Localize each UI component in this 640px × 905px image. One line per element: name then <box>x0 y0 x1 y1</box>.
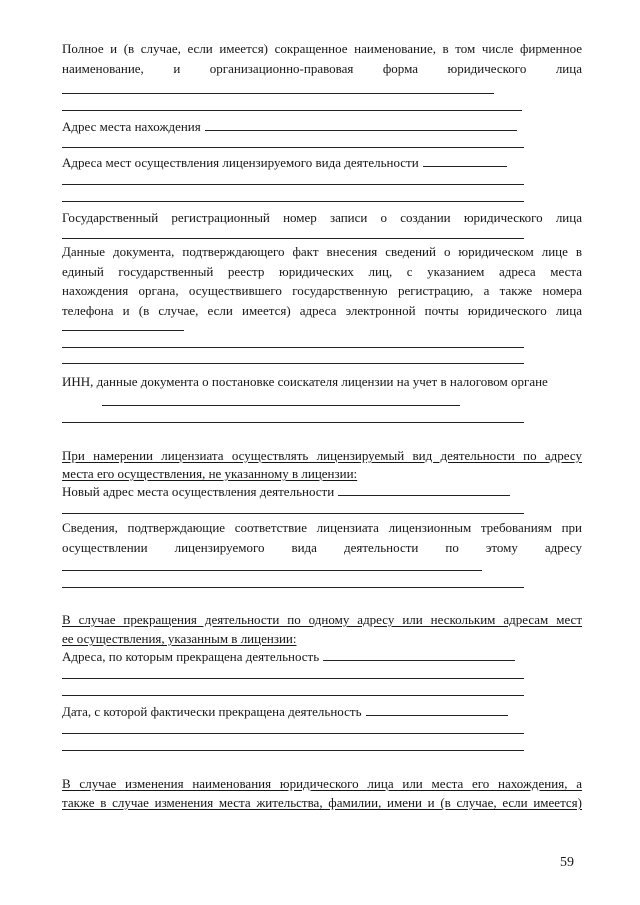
blank-line[interactable] <box>62 363 524 364</box>
text-line: Новый адрес места осуществления деятельности <box>62 484 582 499</box>
text-line: ее осуществления, указанным в лицензии: <box>62 631 297 646</box>
blank-line[interactable] <box>62 733 524 734</box>
text-line: ИНН, данные документа о постановке соискателя лицензии на учет в налоговом органе <box>62 374 548 389</box>
blank-line[interactable] <box>62 330 184 331</box>
text-line: также в случае изменения места жительства, фамилии, имени и (в случае, если имеется) <box>62 795 582 810</box>
text-line: единый государственный реестр юридических лиц, с указанием адреса места <box>62 264 582 279</box>
blank-line[interactable] <box>62 570 482 571</box>
text-line: Адреса, по которым прекращена деятельность <box>62 649 582 664</box>
text-line: Адрес места нахождения <box>62 119 582 134</box>
blank-line[interactable] <box>62 238 524 239</box>
text-line: осуществлении лицензируемого вида деятельности по этому адресу <box>62 540 582 555</box>
text-line: Полное и (в случае, если имеется) сокращенное наименование, в том числе фирменное <box>62 41 582 56</box>
text-line: Государственный регистрационный номер записи о создании юридического лица <box>62 210 582 225</box>
blank-line[interactable] <box>62 184 524 185</box>
text-line: Сведения, подтверждающие соответствие лицензиата лицензионным требованиям при <box>62 520 582 535</box>
text-line: нахождения органа, осуществившего государственную регистрацию, а также номера <box>62 283 582 298</box>
text-line: места его осуществления, не указанному в лицензии: <box>62 466 358 481</box>
text-line: Данные документа, подтверждающего факт внесения сведений о юридическом лице в <box>62 244 582 259</box>
blank-line[interactable] <box>62 513 524 514</box>
blank-line[interactable] <box>62 587 524 588</box>
blank-line[interactable] <box>102 405 460 406</box>
blank-line[interactable] <box>62 201 524 202</box>
blank-line[interactable] <box>62 147 524 148</box>
text-line: Адреса мест осуществления лицензируемого вида деятельности <box>62 155 582 170</box>
blank-line[interactable] <box>62 422 524 423</box>
text-line: При намерении лицензиата осуществлять лицензируемый вид деятельности по адресу <box>62 448 582 463</box>
text-line: В случае изменения наименования юридического лица или места его нахождения, а <box>62 776 582 791</box>
blank-line[interactable] <box>62 678 524 679</box>
blank-line[interactable] <box>62 93 494 94</box>
blank-line[interactable] <box>62 695 524 696</box>
text-line: В случае прекращения деятельности по одному адресу или нескольким адресам мест <box>62 612 582 627</box>
page-number: 59 <box>560 855 574 870</box>
text-line: телефона и (в случае, если имеется) адреса электронной почты юридического лица <box>62 303 582 318</box>
blank-line[interactable] <box>62 110 522 111</box>
text-line: наименование, и организационно-правовая форма юридического лица <box>62 61 582 76</box>
blank-line[interactable] <box>62 750 524 751</box>
blank-line[interactable] <box>62 347 524 348</box>
text-line: Дата, с которой фактически прекращена деятельность <box>62 704 582 719</box>
